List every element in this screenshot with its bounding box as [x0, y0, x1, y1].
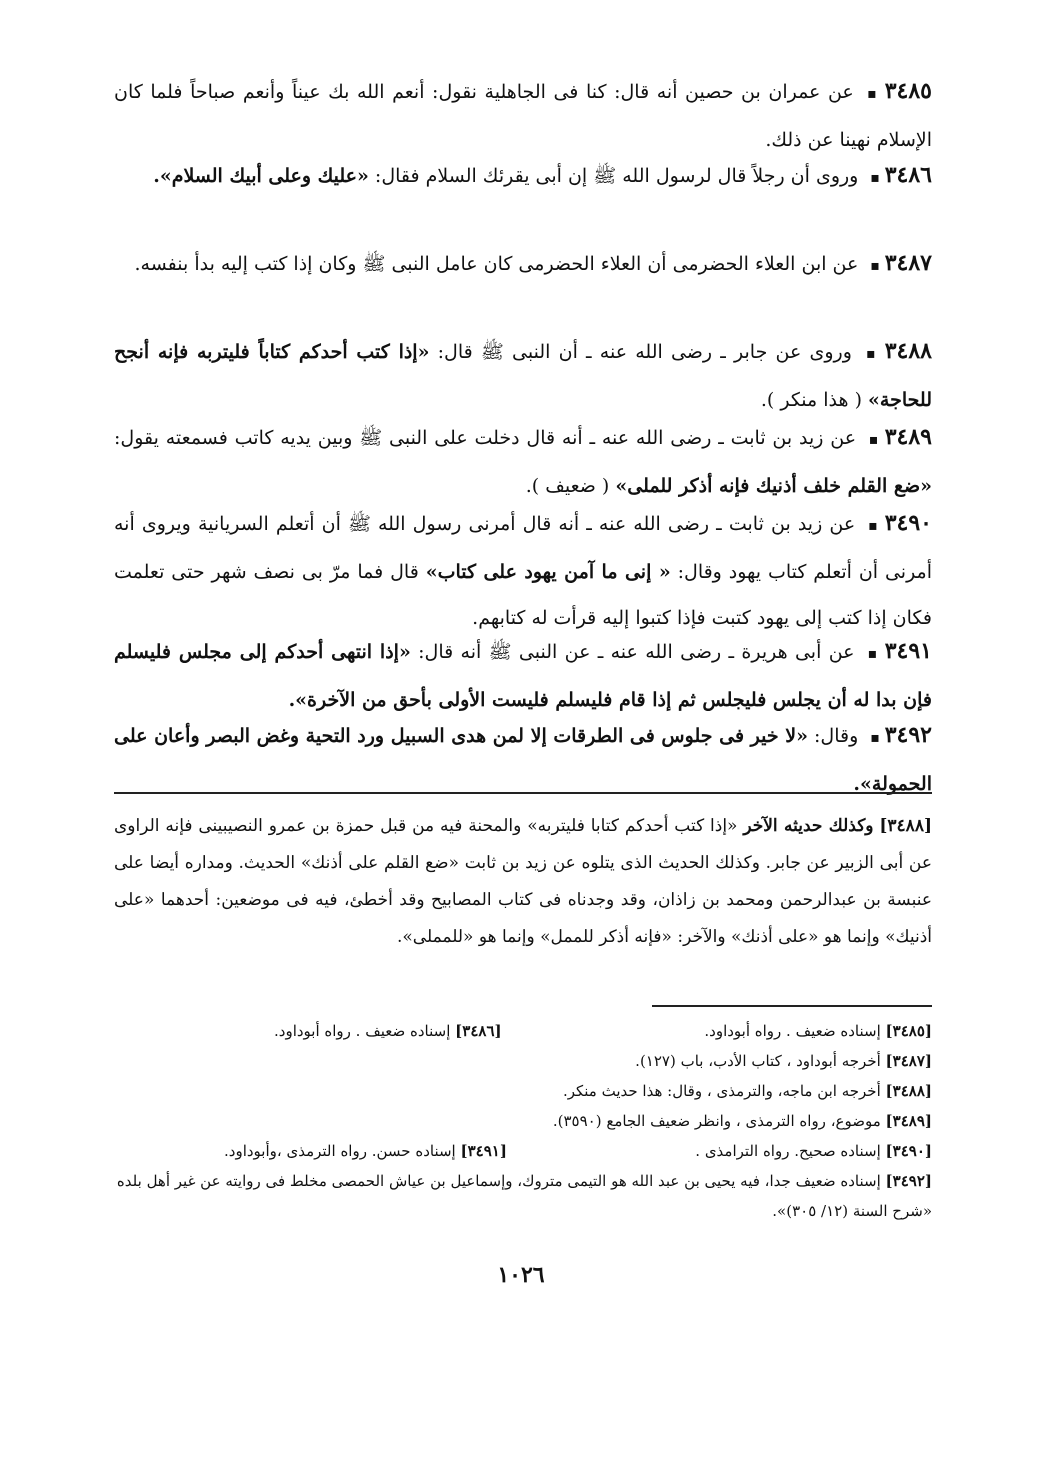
reference-divider — [652, 1005, 932, 1007]
reference-text: إسناده ضعيف جدا، فيه يحيى بن عبد الله هو التيمى متروك، وإسماعيل بن عياش الحمصى مخلط فى روايته عن غير أهل بلده «شرح السنة (١٢/ ٣٠٥)». — [116, 1172, 932, 1220]
reference-item — [114, 1076, 932, 1106]
hadith-3486 — [114, 152, 932, 201]
hadith-text: وروى أن رجلاً قال لرسول الله ﷺ إن أبى يقرئك السلام فقال: — [374, 165, 859, 187]
footnote-divider — [114, 792, 932, 794]
hadith-3489 — [114, 414, 932, 509]
hadith-text: عن زيد بن ثابت ـ رضى الله عنه ـ أنه قال أمرنى رسول الله ﷺ أن أتعلم السريانية ويروى أنه أمرنى أن أتعلم كتاب يهود وقال: — [114, 513, 933, 583]
hadith-text: عن زيد بن ثابت ـ رضى الله عنه ـ أنه قال دخلت على النبى ﷺ وبين يديه كاتب فسمعته يقول: — [114, 427, 857, 449]
reference-text: موضوع، رواه الترمذى ، وانظر ضعيف الجامع (٣٥٩٠). — [552, 1112, 881, 1130]
reference-text: إسناده ضعيف . رواه أبوداود. — [274, 1022, 451, 1040]
reference-item — [114, 1046, 932, 1076]
hadith-number: ٣٤٨٦ ▪ — [870, 162, 932, 188]
hadith-quote: «عليك وعلى أبيك السلام». — [153, 165, 369, 187]
hadith-text: وقال: — [814, 725, 859, 747]
hadith-3491 — [114, 628, 932, 723]
hadith-3485 — [114, 68, 932, 163]
hadith-text: عن عمران بن حصين أنه قال: كنا فى الجاهلية نقول: أنعم الله بك عيناً وأنعم صباحاً فلما كان الإسلام نهينا عن ذلك. — [114, 81, 932, 151]
reference-item — [224, 1136, 507, 1166]
note-ref: [٣٤٨٨] — [879, 816, 932, 836]
hadith-3490 — [114, 500, 932, 641]
hadith-number: ٣٤٩١ ▪ — [867, 638, 932, 664]
reference-number: [٣٤٩٢] — [885, 1172, 932, 1190]
hadith-3488 — [114, 328, 932, 423]
reference-item — [114, 1106, 932, 1136]
hadith-quote: «ضع القلم خلف أذنيك فإنه أذكر للملى» — [615, 475, 932, 497]
reference-text: إسناده صحيح. رواه الترامذى . — [695, 1142, 881, 1160]
hadith-text: عن أبى هريرة ـ رضى الله عنه ـ عن النبى ﷺ أنه قال: — [418, 641, 855, 663]
reference-text: أخرجه ابن ماجه، والترمذى ، وقال: هذا حديث منكر. — [562, 1082, 881, 1100]
hadith-grade: ( ضعيف ). — [525, 475, 610, 497]
reference-text: أخرجه أبوداود ، كتاب الأدب، باب (١٢٧). — [635, 1052, 881, 1070]
reference-item — [114, 1136, 932, 1166]
page-number: ١٠٢٦ — [497, 1262, 545, 1288]
reference-item — [114, 1016, 932, 1046]
hadith-number: ٣٤٨٩ ▪ — [868, 424, 932, 450]
reference-number: [٣٤٨٩] — [885, 1112, 932, 1130]
editor-note — [114, 808, 932, 956]
hadith-quote: «إذا انتهى أحدكم إلى مجلس فليسلم فإن بدا له أن يجلس فليجلس ثم إذا قام فليسلم فليست الأولى بأحق من الآخرة». — [114, 641, 932, 711]
reference-list — [114, 1016, 932, 1226]
hadith-quote: «إذا كتب أحدكم كتاباً فليتربه فإنه أنجح للحاجة» — [114, 341, 932, 411]
hadith-number: ٣٤٩٠ ▪ — [867, 510, 932, 536]
hadith-number: ٣٤٨٨ ▪ — [864, 338, 932, 364]
reference-number: [٣٤٨٧] — [885, 1052, 932, 1070]
hadith-text: وروى عن جابر ـ رضى الله عنه ـ أن النبى ﷺ قال: — [437, 341, 852, 363]
hadith-tail: قال فما مرّ بى نصف شهر حتى تعلمت فكان إذا كتب إلى يهود كتبت فإذا كتبوا إليه قرأت له كتابهم. — [114, 561, 932, 629]
reference-item — [274, 1016, 502, 1046]
hadith-grade: ( هذا منكر ). — [760, 389, 862, 411]
hadith-number: ٣٤٩٢ ▪ — [870, 722, 932, 748]
hadith-text: عن ابن العلاء الحضرمى أن العلاء الحضرمى كان عامل النبى ﷺ وكان إذا كتب إليه بدأ بنفسه. — [134, 253, 859, 275]
hadith-3487 — [114, 240, 932, 289]
note-lead: وكذلك حديثه الآخر — [743, 816, 874, 836]
reference-text: إسناده ضعيف . رواه أبوداود. — [704, 1022, 881, 1040]
reference-item — [114, 1166, 932, 1226]
reference-number: [٣٤٩١] — [460, 1142, 507, 1160]
reference-number: [٣٤٨٦] — [455, 1022, 502, 1040]
reference-number: [٣٤٩٠] — [885, 1142, 932, 1160]
hadith-quote: «لا خير فى جلوس فى الطرقات إلا لمن هدى السبيل ورد التحية وغض البصر وأعان على الحمولة». — [114, 725, 932, 795]
note-text: «إذا كتب أحدكم كتابا فليتربه» والمحنة فيه من قبل حمزة بن عمرو النصيبينى فإنه الراوى عن أبى الزبير عن جابر. وكذلك الحديث الذى يتلوه عن زيد بن ثابت «ضع القلم على أذنك» الحديث. ومداره أيضا على عنبسة بن عبدالرحمن ومحمد بن زاذان، وقد وجدناه فى كتاب المصابيح وقد أخطئ، فيه فى موضعين: أحدهما «على أذنيك» وإنما هو «على أذنك» والآخر: «فإنه أذكر للممل» وإنما هو «للمملى». — [114, 816, 932, 947]
hadith-number: ٣٤٨٥ ▪ — [866, 78, 932, 104]
hadith-quote: « إنى ما آمن يهود على كتاب» — [425, 561, 671, 583]
reference-number: [٣٤٨٨] — [885, 1082, 932, 1100]
reference-text: إسناده حسن. رواه الترمذى ،وأبوداود. — [224, 1142, 456, 1160]
hadith-number: ٣٤٨٧ ▪ — [870, 250, 932, 276]
reference-number: [٣٤٨٥] — [885, 1022, 932, 1040]
